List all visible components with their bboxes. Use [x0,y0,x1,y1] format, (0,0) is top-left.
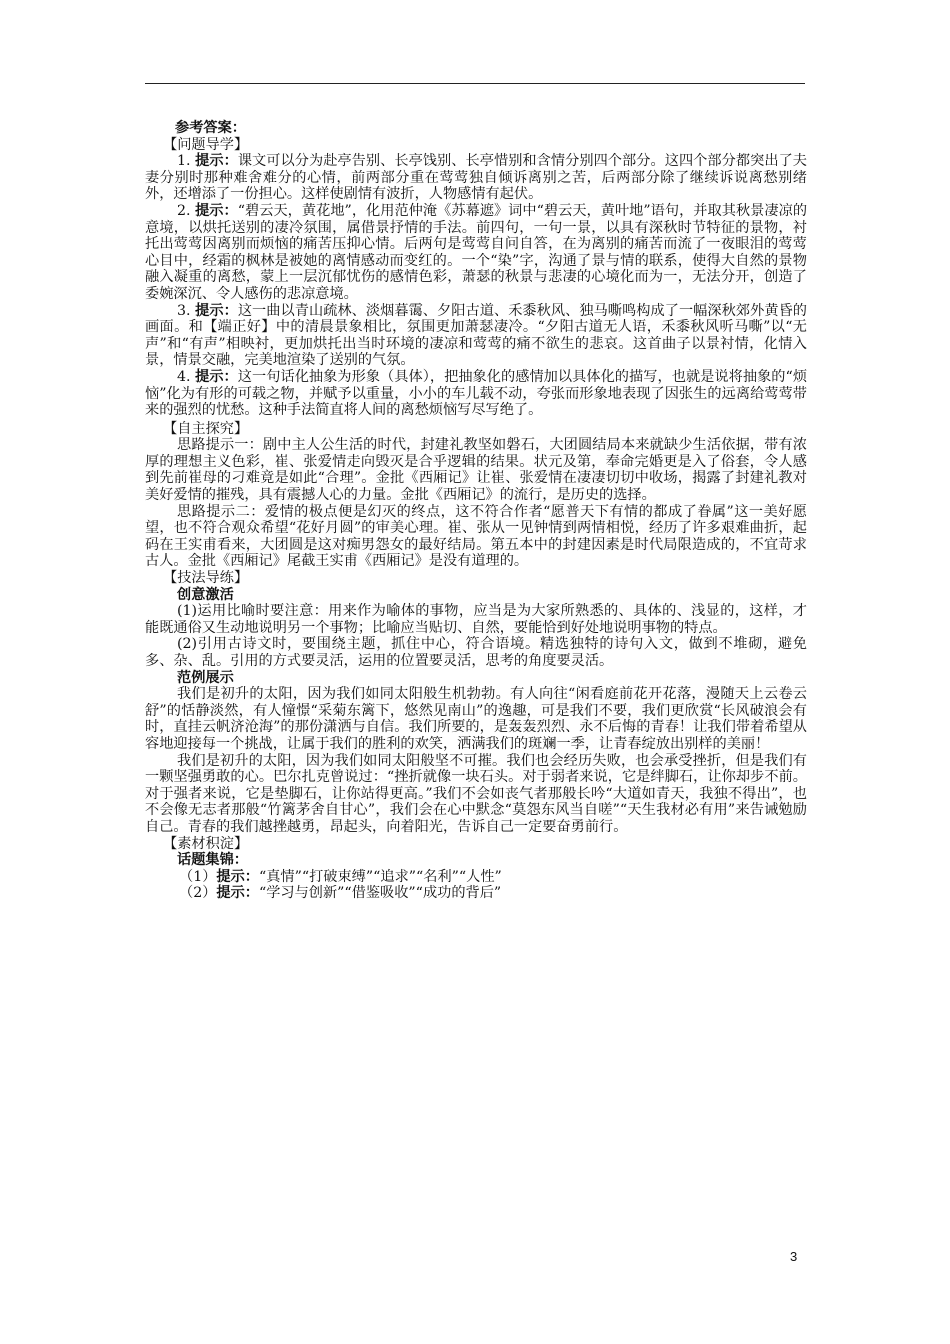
silu-1: 思路提示一：剧中主人公生活的时代，封建礼教坚如磐石，大团圆结局本来就缺少生活依据，带有浓厚的理想主义色彩，崔、张爱情走向毁灭是合乎逻辑的结果。状元及第，奉命完婚更是入了俗套，令人感到先前崔母的刁难竟是如此“合理”。金批《西厢记》让崔、张爱情在凄凄切切中收场，揭露了封建礼教对美好爱情的摧残，具有震撼人心的力量。金批《西厢记》的流行，是历史的选择。 [145,437,807,504]
document-body [145,120,807,902]
answer-heading: 参考答案： [175,120,246,136]
huati-title: 话题集锦： [177,852,248,869]
fanli-title: 范例展示 [177,669,234,686]
section-wenti: 【问题导学】 [163,136,249,153]
chuangyi-1: (1)运用比喻时要注意：用来作为喻体的事物，应当是为大家所熟悉的、具体的、浅显的，这样，才能既通俗又生动地说明另一个事物；比喻应当贴切、自然，要能恰到好处地说明事物的特点。 [145,603,807,636]
huati-1: （1）提示：“真情”“打破束缚”“追求”“名利”“人性” [179,868,502,885]
answer-4: 4. 提示：这一句话化抽象为形象（具体），把抽象化的感情加以具体化的描写，也就是说将抽象的“烦恼”化为有形的可载之物，并赋予以重量，小小的车儿载不动，夸张而形象地表现了因张生的远离给莺莺带来的强烈的忧愁。这种手法简直将人间的离愁烦恼写尽写绝了。 [145,368,808,419]
answer-3: 3. 提示：这一曲以青山疏林、淡烟暮霭、夕阳古道、禾黍秋风、独马嘶鸣构成了一幅深秋郊外黄昏的画面。和【端正好】中的清晨景象相比，氛围更加萧瑟凄冷。“夕阳古道无人语，禾黍秋风听马嘶”以“无声”和“有声”相映衬，更加烘托出当时环境的凄凉和莺莺的痛不欲生的悲哀。这首曲子以景衬情，化情入景，情景交融，完美地渲染了送别的气氛。 [145,302,807,369]
section-jifa: 【技法导练】 [163,570,249,587]
header-rule [145,83,805,84]
fanli-2: 我们是初升的太阳，因为我们如同太阳般坚不可摧。我们也会经历失败，也会承受挫折，但是我们有一颗坚强勇敢的心。巴尔扎克曾说过：“挫折就像一块石头。对于弱者来说，它是绊脚石，让你却步不前。对于强者来说，它是垫脚石，让你站得更高。”我们不会如丧气者那般长吟“大道如青天，我独不得出”，也不会像无志者那般“竹篱茅舍自甘心”，我们会在心中默念“莫怨东风当自嗟”“天生我材必有用”来告诫勉励自己。青春的我们越挫越勇，昂起头，向着阳光，告诉自己一定要奋勇前行。 [145,752,807,835]
page-number: 3 [790,1249,798,1264]
answer-1: 1. 提示：课文可以分为赴亭告别、长亭饯别、长亭惜别和含情分别四个部分。这四个部分都突出了夫妻分别时那种难舍难分的心情，前两部分重在莺莺独自倾诉离别之苦，后两部分除了继续诉说离愁别绪外，还增添了一份担心。这样使剧情有波折，人物感情有起伏。 [145,153,807,203]
section-sucai: 【素材积淀】 [163,835,249,852]
chuangyi-title: 创意激活 [177,586,234,603]
section-zizhu: 【自主探究】 [163,420,249,437]
fanli-1: 我们是初升的太阳，因为我们如同太阳般生机勃勃。有人向往“闲看庭前花开花落，漫随天上云卷云舒”的恬静淡然，有人憧憬“采菊东篱下，悠然见南山”的逸趣，可是我们不要，我们更欣赏“长风破浪会有时，直挂云帆济沧海”的那份潇洒与自信。我们所要的，是轰轰烈烈、永不后悔的青春！让我们带着希望从容地迎接每一个挑战，让属于我们的胜利的欢笑，洒满我们的斑斓一季，让青春绽放出别样的美丽！ [145,686,807,752]
chuangyi-2: (2)引用古诗文时，要围绕主题，抓住中心，符合语境。精选独特的诗句入文，做到不堆砌，避免多、杂、乱。引用的方式要灵活，运用的位置要灵活，思考的角度要灵活。 [145,636,807,669]
huati-2: （2）提示：“学习与创新”“借鉴吸收”“成功的背后” [179,885,502,902]
silu-2: 思路提示二：爱情的极点便是幻灭的终点，这不符合作者“愿普天下有情的都成了眷属”这一美好愿望，也不符合观众希望“花好月圆”的审美心理。崔、张从一见钟情到两情相悦，经历了许多艰难曲折，起码在王实甫看来，大团圆是这对痴男怨女的最好结局。第五本中的封建因素是时代局限造成的，不宜苛求古人。金批《西厢记》尾截王实甫《西厢记》是没有道理的。 [145,503,807,570]
answer-2: 2. 提示：“碧云天，黄花地”，化用范仲淹《苏幕遮》词中“碧云天，黄叶地”语句，并取其秋景凄凉的意境，以烘托送别的凄冷氛围，属借景抒情的手法。前四句，一句一景，以具有深秋时节特征的景物，衬托出莺莺因离别而烦恼的痛苦压抑心情。后两句是莺莺自问自答，在为离别的痛苦而流了一夜眼泪的莺莺心目中，经霜的枫林是被她的离情感动而变红的。一个“染”字，沟通了景与情的联系，使得大自然的景物融入凝重的离愁，蒙上一层沉郁忧伤的感情色彩，萧瑟的秋景与悲凄的心境化而为一，无法分开，创造了委婉深沉、令人感伤的悲凉意境。 [145,202,808,302]
